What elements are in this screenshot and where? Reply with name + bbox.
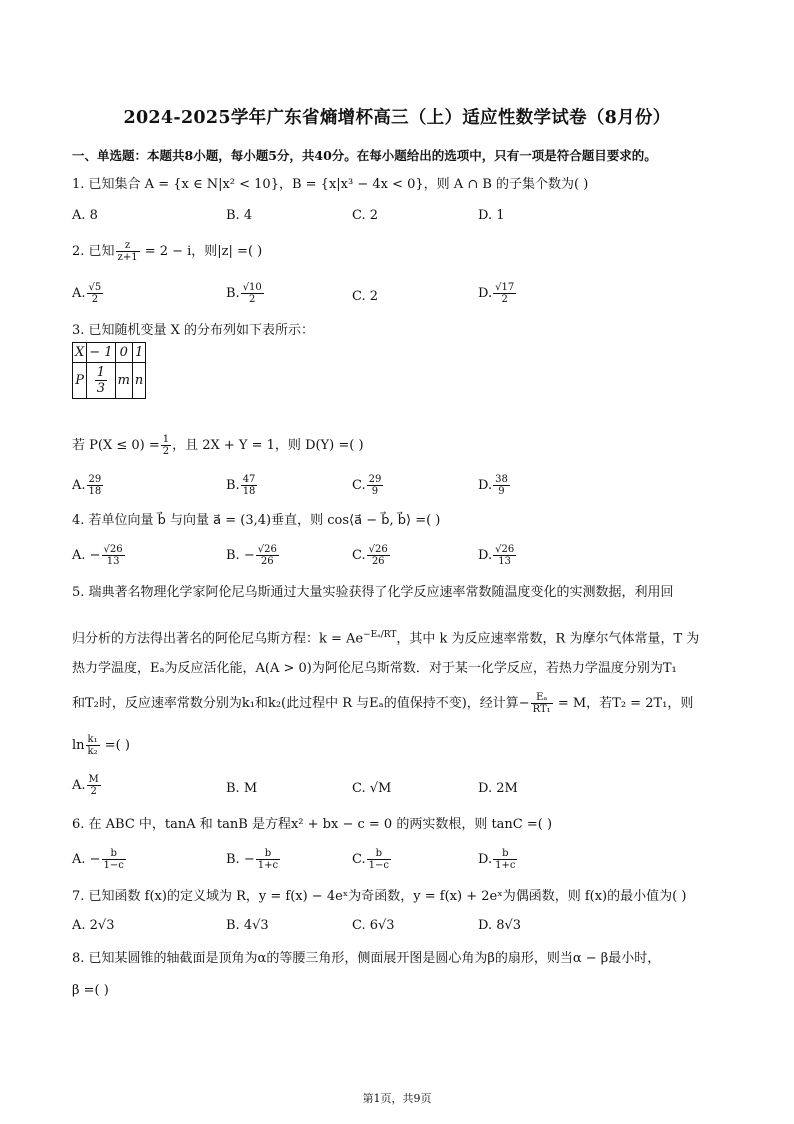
question-4-options <box>72 544 732 566</box>
q6-option-d: D. $\frac{b}{1+c}$ <box>478 848 516 871</box>
q3-option-a: A. $\frac{29}{18}$ <box>72 474 102 497</box>
q7-option-c: C. 6√3 <box>352 918 395 933</box>
question-3-options <box>72 474 732 496</box>
table-row: X − 1 0 1 <box>73 343 146 363</box>
question-7-options <box>72 918 732 940</box>
q3-option-b: B. $\frac{47}{18}$ <box>226 474 256 497</box>
question-2-stem: 2. 已知 $\frac{z}{z+1}$ = 2 − i，则|z| =( ) <box>72 240 263 263</box>
q4-option-d: D. $\frac{√26}{13}$ <box>478 544 515 567</box>
question-5-line-5: ln $\frac{\text{k₁}}{\text{k₂}}$ =( ) <box>72 734 130 757</box>
question-5-line-1: 5. 瑞典著名物理化学家阿伦尼乌斯通过大量实验获得了化学反应速率常数随温度变化的实测数据，利用回 <box>72 585 674 600</box>
q2-option-c: C. 2 <box>352 289 379 304</box>
q2-option-a: A. $\frac{√5}{2}$ <box>72 282 102 305</box>
q5-option-c: C. √M <box>352 781 392 796</box>
q7-option-d: D. 8√3 <box>478 918 522 933</box>
q1-option-d: D. 1 <box>478 208 505 223</box>
q2-option-d: D. $\frac{√17}{2}$ <box>478 282 515 305</box>
q6-option-a: A. − $\frac{b}{1-c}$ <box>72 848 124 871</box>
exam-title: 2024-2025学年广东省熵增杯高三（上）适应性数学试卷（8月份） <box>123 108 671 128</box>
section-heading: 一、单选题：本题共8小题，每小题5分，共40分。在每小题给出的选项中，只有一项是符合题目要求的。 <box>72 148 657 163</box>
question-5-options <box>72 774 732 796</box>
question-5-line-4: 和T₂时，反应速率常数分别为k₁和k₂(此过程中 R 与Eₐ的值保持不变)，经计算− $\frac{\text{Eₐ}}{\text{RT₁}}$ = M，若T₂ = 2T₁，则 <box>72 692 694 715</box>
q4-option-a: A. − $\frac{√26}{13}$ <box>72 544 123 567</box>
q1-option-c: C. 2 <box>352 208 379 223</box>
page-footer: 第1页，共9页 <box>362 1092 432 1105</box>
q3-option-c: C. $\frac{29}{9}$ <box>352 474 382 497</box>
q1-option-b: B. 4 <box>226 208 253 223</box>
question-3-stem: 3. 已知随机变量 X 的分布列如下表所示： <box>72 323 315 338</box>
question-8-line-1: 8. 已知某圆锥的轴截面是顶角为α的等腰三角形，侧面展开图是圆心角为β的扇形，则当α − β最小时， <box>72 951 661 966</box>
q5-option-b: B. M <box>226 781 258 796</box>
distribution-table <box>72 342 146 399</box>
question-1-stem: 1. 已知集合 A = {x ∈ N|x² < 10}，B = {x|x³ − 4x < 0}，则 A ∩ B 的子集个数为( ) <box>72 177 589 192</box>
question-2-options <box>72 282 732 304</box>
q5-option-d: D. 2M <box>478 781 518 796</box>
q1-option-a: A. 8 <box>72 208 98 223</box>
question-8-line-2: β =( ) <box>72 983 109 998</box>
question-4-stem: 4. 若单位向量 b⃗ 与向量 a⃗ = (3,4)垂直，则 cos⟨a⃗ − b⃗, b⃗⟩ =( ) <box>72 513 441 528</box>
table-row: P $\frac{1}{3}$ m n <box>73 363 146 399</box>
q3-option-d: D. $\frac{38}{9}$ <box>478 474 508 497</box>
q6-option-b: B. − $\frac{b}{1+c}$ <box>226 848 279 871</box>
q7-option-a: A. 2√3 <box>72 918 115 933</box>
question-3-condition: 若 P(X ≤ 0) = $\frac{1}{2}$ ，且 2X + Y = 1，则 D(Y) =( ) <box>72 434 364 457</box>
question-6-options <box>72 848 732 870</box>
q4-option-b: B. − $\frac{√26}{26}$ <box>226 544 277 567</box>
q7-option-b: B. 4√3 <box>226 918 269 933</box>
q5-option-a: A. $\frac{M}{2}$ <box>72 774 99 797</box>
q2-option-b: B. $\frac{√10}{2}$ <box>226 282 262 305</box>
question-7-stem: 7. 已知函数 f(x)的定义域为 R，y = f(x) − 4eˣ为奇函数，y = f(x) + 2eˣ为偶函数，则 f(x)的最小值为( ) <box>72 889 687 904</box>
question-1-options <box>72 208 732 230</box>
q4-option-c: C. $\frac{√26}{26}$ <box>352 544 388 567</box>
question-5-line-3: 热力学温度，Eₐ为反应活化能，A(A > 0)为阿伦尼乌斯常数．对于某一化学反应，若热力学温度分别为T₁ <box>72 661 677 676</box>
question-6-stem: 6. 在 ABC 中，tanA 和 tanB 是方程x² + bx − c = 0 的两实数根，则 tanC =( ) <box>72 817 553 832</box>
q6-option-c: C. $\frac{b}{1-c}$ <box>352 848 389 871</box>
question-5-line-2: 归分析的方法得出著名的阿伦尼乌斯方程：$k = Ae^{-E_a/RT}$，其中 k 为反应速率常数，R 为摩尔气体常量，T 为 <box>72 630 700 647</box>
